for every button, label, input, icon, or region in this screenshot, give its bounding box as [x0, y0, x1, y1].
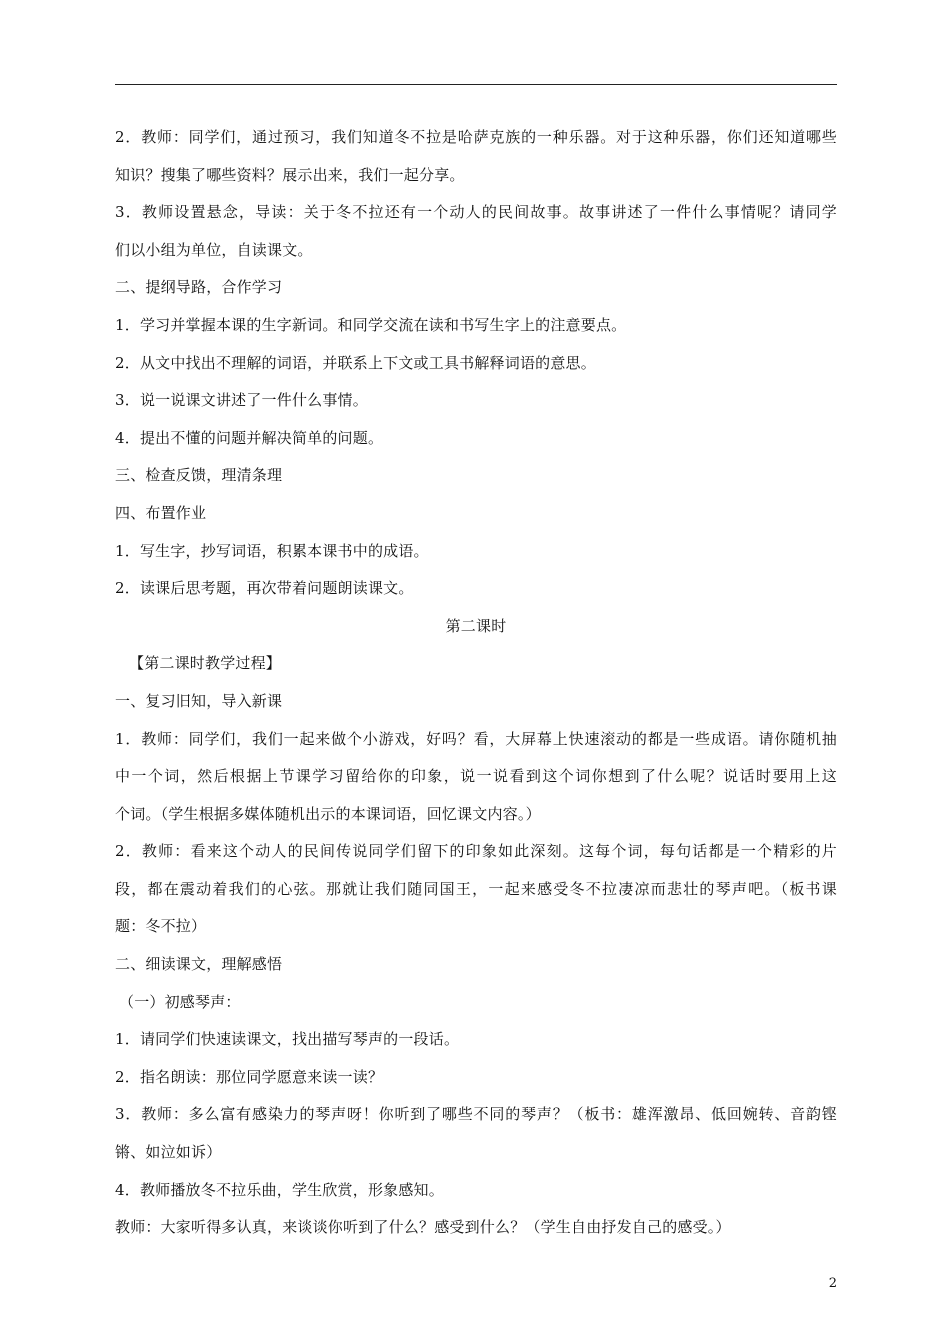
paragraph-line: 教师：大家听得多认真，来谈谈你听到了什么？感受到什么？（学生自由抒发自己的感受。） [115, 1218, 731, 1237]
paragraph-line: 2．教师：看来这个动人的民间传说同学们留下的印象如此深刻。这每个词，每句话都是一个精彩的片 [115, 842, 837, 861]
subsection-title: （一）初感琴声： [119, 992, 241, 1011]
list-item: 2．从文中找出不理解的词语，并联系上下文或工具书解释词语的意思。 [115, 353, 596, 372]
paragraph-line: 2．教师：同学们，通过预习，我们知道冬不拉是哈萨克族的一种乐器。对于这种乐器，你们还知道哪些 [115, 128, 837, 146]
document-body [115, 119, 837, 1247]
paragraph-line: 知识？搜集了哪些资料？展示出来，我们一起分享。 [115, 165, 465, 184]
list-item: 4．提出不懂的问题并解决简单的问题。 [115, 428, 384, 447]
list-item: 2．指名朗读：那位同学愿意来读一读？ [115, 1067, 384, 1086]
paragraph-line: 们以小组为单位，自读课文。 [115, 240, 313, 259]
page-number: 2 [828, 1276, 837, 1291]
subsection-title: 【第二课时教学过程】 [129, 654, 282, 673]
section-heading: 四、布置作业 [115, 503, 207, 522]
lesson-title: 第二课时 [445, 616, 507, 635]
section-heading: 三、检查反馈，理清条理 [115, 466, 283, 485]
paragraph-line: 3．教师：多么富有感染力的琴声呀！你听到了哪些不同的琴声？（板书：雄浑激昂、低回婉转、音韵铿 [115, 1105, 837, 1124]
list-item: 4．教师播放冬不拉乐曲，学生欣赏，形象感知。 [115, 1180, 444, 1199]
paragraph-line: 段，都在震动着我们的心弦。那就让我们随同国王，一起来感受冬不拉凄凉而悲壮的琴声吧。（板书课 [115, 879, 837, 898]
paragraph-line: 3．教师设置悬念，导读：关于冬不拉还有一个动人的民间故事。故事讲述了一件什么事情呢？请同学 [115, 203, 837, 222]
paragraph-line: 题：冬不拉） [115, 917, 207, 936]
list-item: 2．读课后思考题，再次带着问题朗读课文。 [115, 579, 414, 598]
section-heading: 二、提纲导路，合作学习 [115, 278, 283, 297]
section-heading: 二、细读课文，理解感悟 [115, 955, 283, 974]
list-item: 1．请同学们快速读课文，找出描写琴声的一段话。 [115, 1030, 460, 1049]
paragraph-line: 1．教师：同学们，我们一起来做个小游戏，好吗？看，大屏幕上快速滚动的都是一些成语。请你随机抽 [115, 729, 837, 748]
header-rule [115, 84, 837, 85]
section-heading: 一、复习旧知，导入新课 [115, 691, 283, 710]
paragraph-line: 个词。（学生根据多媒体随机出示的本课词语，回忆课文内容。） [115, 804, 541, 823]
list-item: 1．学习并掌握本课的生字新词。和同学交流在读和书写生字上的注意要点。 [115, 315, 627, 334]
paragraph-line: 锵、如泣如诉） [115, 1143, 222, 1162]
paragraph-line: 中一个词，然后根据上节课学习留给你的印象，说一说看到这个词你想到了什么呢？说话时要用上这 [115, 767, 837, 786]
list-item: 1．写生字，抄写词语，积累本课书中的成语。 [115, 541, 429, 560]
list-item: 3．说一说课文讲述了一件什么事情。 [115, 391, 368, 410]
